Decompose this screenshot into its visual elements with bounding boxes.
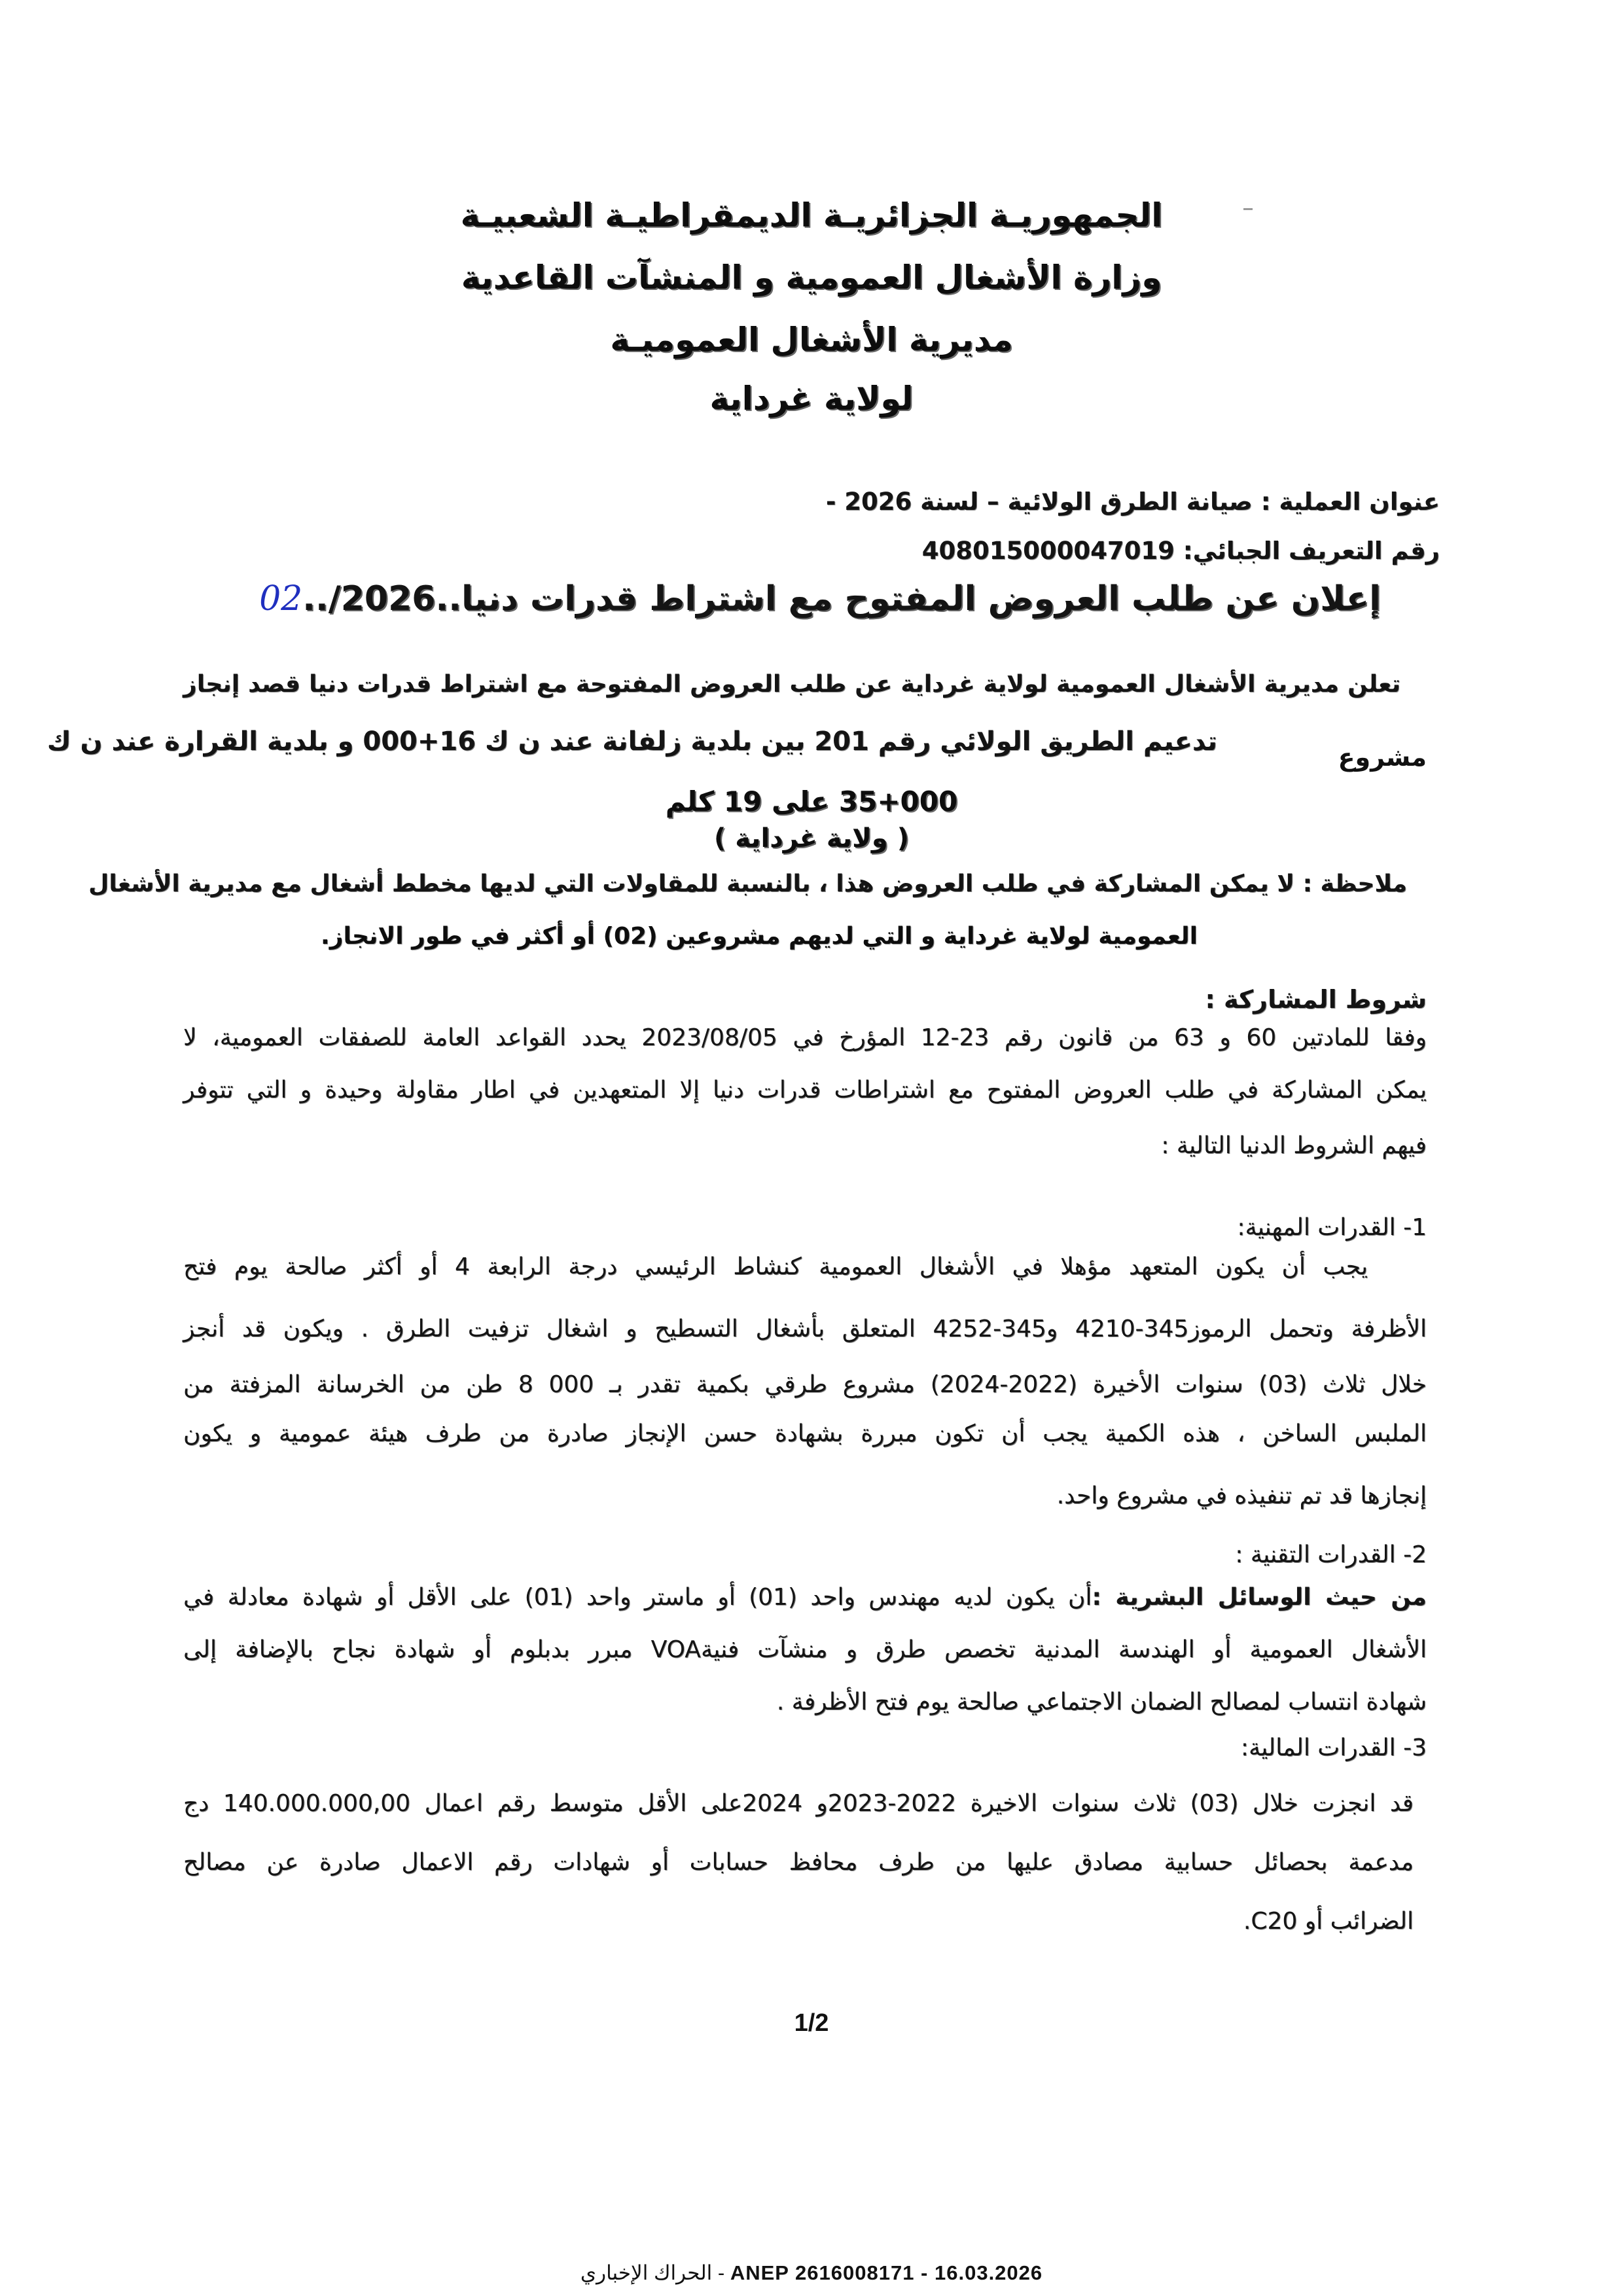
- conditions-line: وفقا للمادتين 60 و 63 من قانون رقم 23-12 المؤرخ في 2023/08/05 يحدد القواعد العامة للصفقات العمومية، لا: [183, 1024, 1427, 1051]
- announcement-intro: تعلن مديرية الأشغال العمومية لولاية غرداية عن طلب العروض المفتوحة مع اشتراط قدرات دنيا قصد إنجاز: [183, 671, 1400, 698]
- section-technical-line: الأشغال العمومية أو الهندسة المدنية تخصص طرق و منشآت فنيةVOA مبرر بدبلوم أو شهادة نجاح بالإضافة إلى: [183, 1636, 1427, 1663]
- section-financial-line: قد انجزت خلال (03) ثلاث سنوات الاخيرة 2022-2023و 2024على الأقل متوسط رقم اعمال 140.000.000,00 دج: [183, 1790, 1414, 1817]
- announcement-title-text: إعلان عن طلب العروض المفتوح مع اشتراط قدرات دنيا..: [435, 579, 1381, 619]
- operation-title-label: عنوان العملية :: [1260, 488, 1440, 516]
- page-number: 1/2: [794, 2009, 829, 2037]
- section-technical-text: أن يكون لديه مهندس واحد (01) أو ماستر واحد (01) على الأقل أو شهادة معادلة في: [183, 1584, 1092, 1611]
- operation-title-value: صيانة الطرق الولائية – لسنة 2026 -: [826, 488, 1253, 516]
- project-location: ( ولاية غرداية ): [714, 823, 909, 853]
- section-financial-heading: 3- القدرات المالية:: [1240, 1734, 1427, 1761]
- footer-code: ANEP 2616008171 - 16.03.2026: [730, 2261, 1043, 2284]
- announcement-title: [124, 579, 1381, 619]
- project-description-line2: 35+000 على 19 كلم: [665, 785, 958, 817]
- operation-title: [183, 488, 1440, 516]
- header-ministry: وزارة الأشغال العمومية و المنشآت القاعدية: [461, 259, 1162, 296]
- note-line2: العمومية لولاية غرداية و التي لديهم مشروعين (02) أو أكثر في طور الانجاز.: [321, 923, 1198, 950]
- footer-label: - الحراك الإخباري: [580, 2261, 725, 2284]
- section-professional-line: يجب أن يكون المتعهد مؤهلا في الأشغال العمومية كنشاط الرئيسي درجة الرابعة 4 أو أكثر صالحة يوم فتح: [183, 1253, 1368, 1280]
- section-professional-heading: 1- القدرات المهنية:: [1237, 1214, 1427, 1241]
- conditions-line: يمكن المشاركة في طلب العروض المفتوح مع اشتراطات قدرات دنيا إلا المتعهدين في اطار مقاولة وحيدة و التي تتوفر: [183, 1077, 1427, 1103]
- section-technical-heading: 2- القدرات التقنية :: [1235, 1541, 1427, 1568]
- fiscal-id-value: 408015000047019: [921, 537, 1175, 565]
- section-professional-line: الملبس الساخن ، هذه الكمية يجب أن تكون مبررة بشهادة حسن الإنجاز صادرة من طرف هيئة عمومية و يكون: [183, 1420, 1427, 1447]
- footer: [0, 2261, 1623, 2285]
- section-technical-line: [183, 1584, 1427, 1611]
- handwritten-announcement-number: 02: [259, 579, 303, 619]
- section-professional-line: خلال ثلاث (03) سنوات الأخيرة (2022-2024) مشروع طرقي بكمية تقدر بـ 000 8 طن من الخرسانة المزفتة من: [183, 1371, 1427, 1398]
- section-professional-line: إنجازها قد تم تنفيذه في مشروع واحد.: [1056, 1482, 1427, 1509]
- section-professional-line: الأظرفة وتحمل الرموز345-4210 و345-4252 المتعلق بأشغال التسطيح و اشغال تزفيت الطرق . ويكون قد أنجز: [183, 1316, 1427, 1342]
- fiscal-id-label: رقم التعريف الجبائي:: [1183, 537, 1440, 565]
- fiscal-id: [183, 537, 1440, 565]
- project-label: مشروع: [1338, 743, 1427, 772]
- section-technical-lead: من حيث الوسائل البشرية :: [1092, 1584, 1427, 1611]
- announcement-title-suffix: ../2026: [302, 579, 436, 619]
- conditions-line: فيهم الشروط الدنيا التالية :: [1161, 1132, 1427, 1159]
- conditions-heading: شروط المشاركة :: [1205, 985, 1427, 1014]
- header-republic: الجمهوريـة الجزائريـة الديمقراطيـة الشعبيـة: [460, 196, 1163, 234]
- section-financial-line: الضرائب أو C20.: [1243, 1908, 1414, 1935]
- note-line1: ملاحظة : لا يمكن المشاركة في طلب العروض هذا ، بالنسبة للمقاولات التي لديها مخطط أشغال مع مديرية الأشغال: [88, 870, 1407, 897]
- header-wilaya: لولاية غرداية: [709, 380, 914, 418]
- section-technical-line: شهادة انتساب لمصالح الضمان الاجتماعي صالحة يوم فتح الأظرفة .: [776, 1689, 1427, 1715]
- section-financial-line: مدعمة بحصائل حسابية مصادق عليها من طرف محافظ حسابات أو شهادات رقم الاعمال صادرة عن مصالح: [183, 1849, 1414, 1876]
- header-directorate: مديرية الأشغال العموميـة: [610, 321, 1013, 359]
- project-description-line1: تدعيم الطريق الولائي رقم 201 بين بلدية زلفانة عند ن ك 16+000 و بلدية القرارة عند ن ك: [46, 726, 1217, 757]
